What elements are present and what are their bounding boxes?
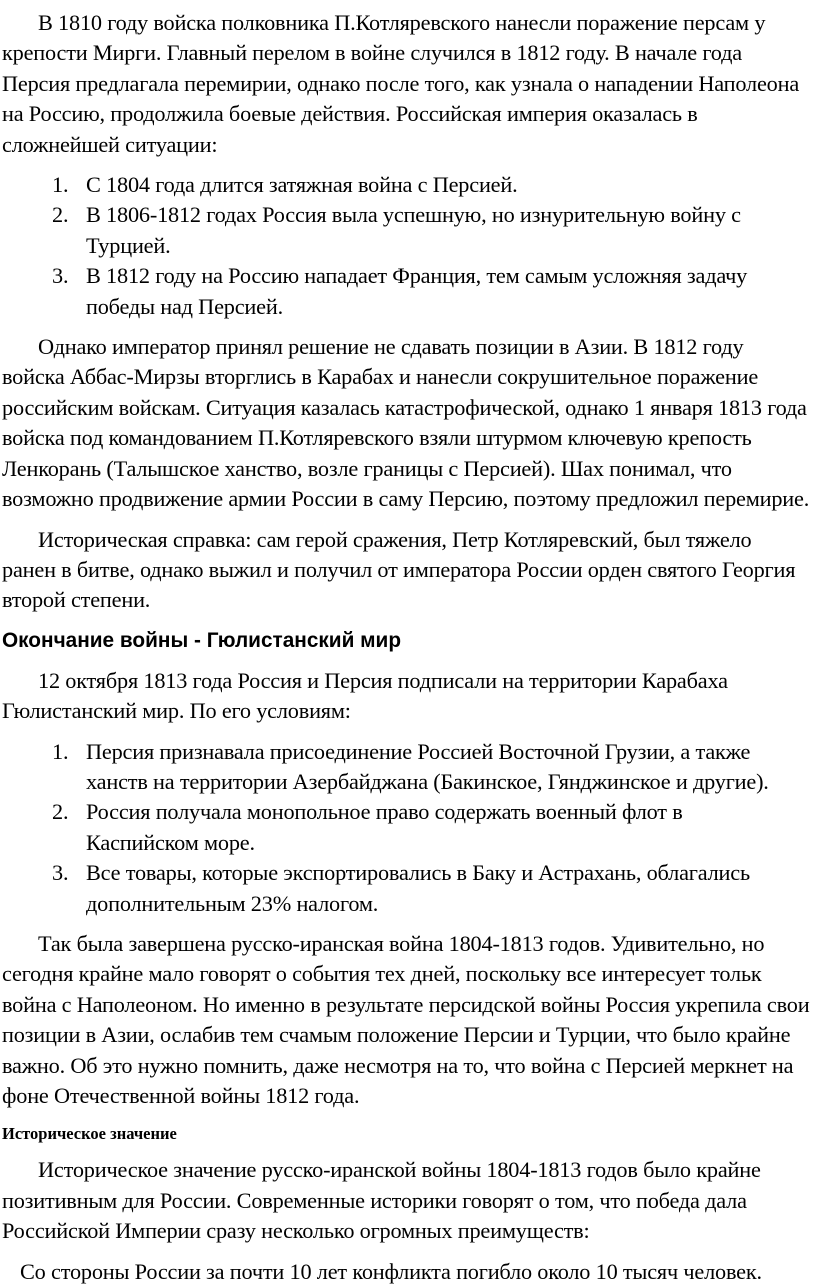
list-item: [2, 170, 810, 200]
list-treaty-terms: [2, 737, 810, 919]
list-number: 1.: [52, 738, 69, 764]
list-number: 2.: [52, 799, 69, 825]
list-difficulties: [2, 170, 810, 322]
list-item-text: Все товары, которые экспортировались в Баку и Астрахань, облагались дополнительным 23% налогом.: [86, 860, 750, 916]
list-item-text: С 1804 года длится затяжная война с Персией.: [86, 172, 518, 198]
list-item: [2, 737, 810, 798]
list-number: 3.: [52, 860, 69, 886]
paragraph-treaty: 12 октября 1813 года Россия и Персия подписали на территории Карабаха Гюлистанский мир. По его условиям:: [2, 667, 728, 724]
list-item: [2, 261, 810, 322]
list-item-text: В 1812 году на Россию нападает Франция, тем самым усложняя задачу победы над Персией.: [86, 263, 748, 319]
paragraph-significance: Историческое значение русско-иранской войны 1804-1813 годов было крайне позитивным для России. Современные историки говорят о том, что победа дала Российской Империи сразу несколько огромных преимуществ:: [2, 1157, 761, 1244]
paragraph-lenkoran: Однако император принял решение не сдавать позиции в Азии. В 1812 году войска Аббас-Мирзы вторглись в Карабах и нанесли сокрушительное поражение российским войскам. Ситуация казалась катастрофической, однако 1 января 1813 года войска под командованием П.Котляревского взяли штурмом ключевую крепость Ленкорань (Талышское ханство, возле границы с Персией). Шах понимал, что возможно продвижение армии России в саму Персию, поэтому предложил перемирие.: [2, 334, 810, 512]
list-item-text: Россия получала монопольное право содержать военный флот в Каспийском море.: [86, 799, 683, 855]
list-number: 1.: [52, 172, 69, 198]
section-heading-gulistan: Окончание войны - Гюлистанский мир: [2, 628, 402, 652]
list-item: [2, 797, 810, 858]
list-item-text: В 1806-1812 годах Россия выла успешную, но изнурительную войну с Турцией.: [86, 202, 741, 258]
paragraph-historical-note: Историческая справка: сам герой сражения, Петр Котляревский, был тяжело ранен в битве, однако выжил и получил от императора России орден святого Георгия второй степени.: [2, 526, 796, 613]
paragraph-conclusion: Так была завершена русско-иранская война 1804-1813 годов. Удивительно, но сегодня крайне мало говорят о события тех дней, поскольку все интересует тольк война с Наполеоном. Но именно в результате персидской войны Россия укрепила свои позиции в Азии, ослабив тем счамым положение Персии и Турции, что было крайне важно. Об это нужно помнить, даже несмотря на то, что война с Персией меркнет на фоне Отечественной войны 1812 года.: [2, 930, 810, 1108]
list-number: 3.: [52, 263, 69, 289]
list-item: [2, 200, 810, 261]
list-number: 2.: [52, 202, 69, 228]
list-item: [2, 858, 810, 919]
paragraph-casualties: Со стороны России за почти 10 лет конфликта погибло около 10 тысяч человек.: [20, 1258, 762, 1284]
section-heading-significance: Историческое значение: [2, 1124, 177, 1144]
list-item-text: Персия признавала присоединение Россией Восточной Грузии, а также ханств на территории Азербайджана (Бакинское, Гянджинское и другие).: [86, 738, 769, 794]
paragraph-intro: В 1810 году войска полковника П.Котляревского нанесли поражение персам у крепости Мирги. Главный перелом в войне случился в 1812 году. В начале года Персия предлагала перемирии, однако после того, как узнала о нападении Наполеона на Россию, продолжила боевые действия. Российская империя оказалась в сложнейшей ситуации:: [2, 10, 800, 157]
